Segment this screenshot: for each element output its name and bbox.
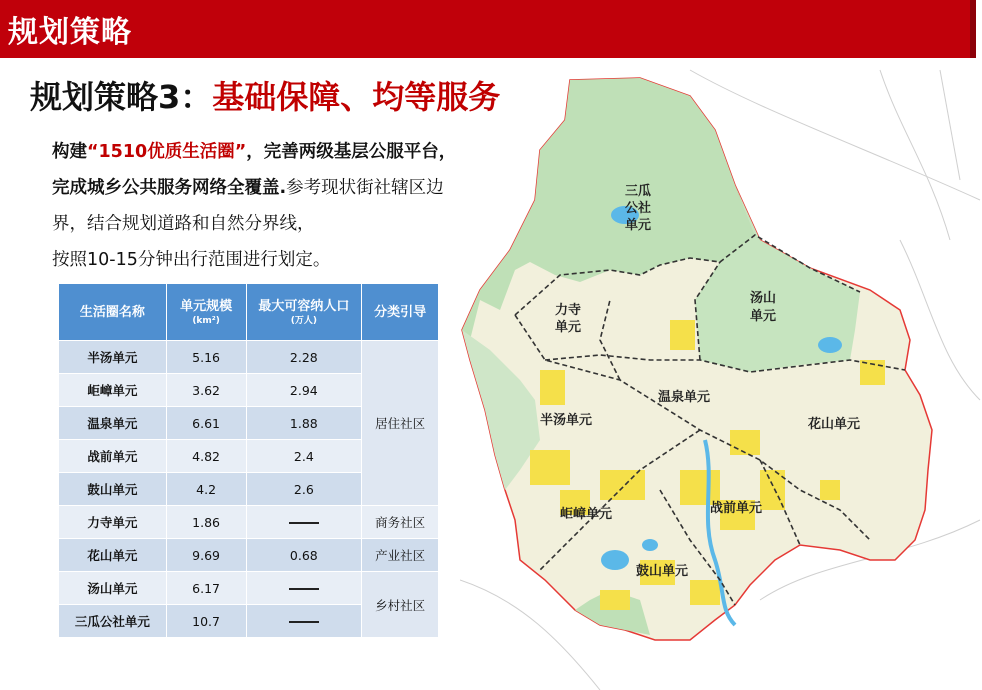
map-label-sangua-1: 三瓜 [625, 184, 652, 199]
row-pop-dash [246, 506, 362, 539]
map-label-tangshan-2: 单元 [750, 309, 777, 324]
planning-map [460, 62, 982, 690]
strategy-headline [30, 72, 500, 118]
page-title: 规划策略 [8, 15, 132, 50]
table-row [59, 506, 439, 539]
desc-normal: 参考现状街社辖区边界，结合规划道路和自然分界线， [52, 178, 444, 234]
map-label-zhanqian: 战前单元 [710, 501, 763, 516]
row-area: 9.69 [166, 539, 246, 572]
desc-ending: 按照10-15分钟出行范围进行划定。 [52, 250, 331, 270]
title-bar [0, 0, 976, 58]
dash-mark [289, 621, 319, 623]
row-name: 温泉单元 [59, 407, 167, 440]
row-name: 半汤单元 [59, 341, 167, 374]
life-circle-table [58, 283, 439, 638]
row-pop-dash [246, 605, 362, 638]
table-row [59, 341, 439, 374]
col-area-header [166, 284, 246, 341]
row-name: 岠嶂单元 [59, 374, 167, 407]
row-name: 战前单元 [59, 440, 167, 473]
desc-lead: 构建 [52, 142, 87, 162]
table-header-row [59, 284, 439, 341]
row-category: 产业社区 [362, 539, 439, 572]
table-row [59, 539, 439, 572]
map-label-tangshan-1: 汤山 [750, 291, 777, 306]
headline-prefix: 规划策略3： [30, 78, 213, 116]
row-name: 力寺单元 [59, 506, 167, 539]
row-area: 10.7 [166, 605, 246, 638]
description-paragraph [52, 134, 462, 278]
row-area: 5.16 [166, 341, 246, 374]
dash-mark [289, 588, 319, 590]
row-area: 4.2 [166, 473, 246, 506]
row-name: 三瓜公社单元 [59, 605, 167, 638]
row-category: 居住社区 [362, 341, 439, 506]
row-category: 乡村社区 [362, 572, 439, 638]
row-pop: 2.6 [246, 473, 362, 506]
col-area-unit: (km²) [192, 315, 220, 326]
map-label-wenquan: 温泉单元 [658, 390, 711, 405]
map-label-sangua-2: 公社 [625, 201, 652, 216]
row-category: 商务社区 [362, 506, 439, 539]
col-area-title: 单元规模 [180, 298, 233, 314]
col-pop-title: 最大可容纳人口 [258, 298, 350, 314]
headline-accent: 基础保障、均等服务 [212, 78, 501, 116]
row-pop: 2.4 [246, 440, 362, 473]
row-area: 6.61 [166, 407, 246, 440]
map-label-sangua-3: 单元 [625, 218, 652, 233]
map-label-lisi-2: 单元 [555, 320, 582, 335]
title-bar-edge [970, 0, 976, 58]
map-label-lisi-1: 力寺 [555, 303, 582, 318]
row-area: 6.17 [166, 572, 246, 605]
row-area: 1.86 [166, 506, 246, 539]
col-pop-header [246, 284, 362, 341]
row-name: 鼓山单元 [59, 473, 167, 506]
map-label-huashan: 花山单元 [808, 417, 861, 432]
map-label-gushan: 鼓山单元 [636, 564, 689, 579]
map-label-juzhang: 岠嶂单元 [560, 507, 613, 522]
map-label-bantang: 半汤单元 [540, 413, 593, 428]
row-name: 汤山单元 [59, 572, 167, 605]
row-name: 花山单元 [59, 539, 167, 572]
row-pop-dash [246, 572, 362, 605]
row-area: 3.62 [166, 374, 246, 407]
desc-bold-rest: ，完善两级基层公服平台，完成城乡公共服务网络全覆盖. [52, 142, 457, 198]
col-category-header: 分类引导 [362, 284, 439, 341]
dash-mark [289, 522, 319, 524]
row-pop: 2.28 [246, 341, 362, 374]
row-pop: 1.88 [246, 407, 362, 440]
row-pop: 0.68 [246, 539, 362, 572]
table-row [59, 572, 439, 605]
col-pop-unit: (万人) [290, 315, 317, 326]
desc-quoted: “1510优质生活圈” [87, 142, 247, 162]
row-pop: 2.94 [246, 374, 362, 407]
col-name-header: 生活圈名称 [59, 284, 167, 341]
row-area: 4.82 [166, 440, 246, 473]
